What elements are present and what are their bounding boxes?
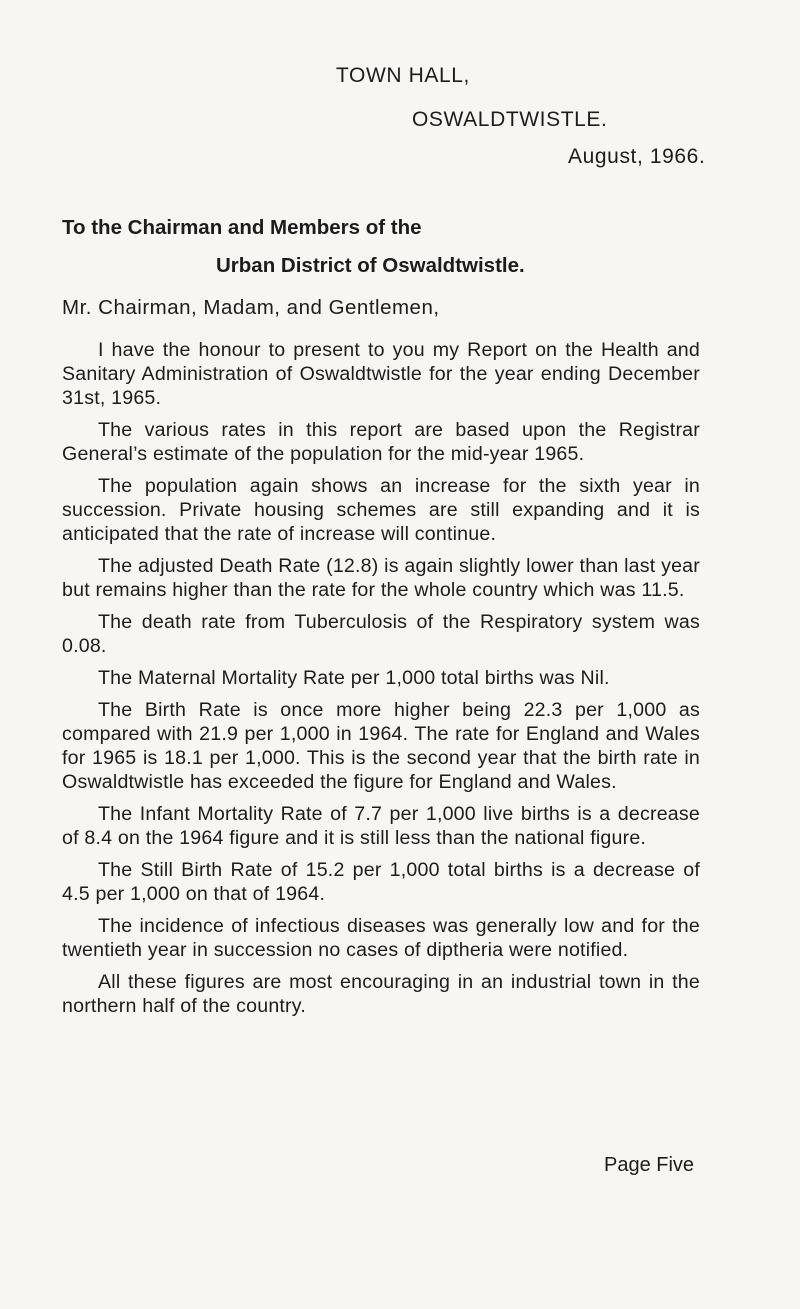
salutation: Mr. Chairman, Madam, and Gentlemen,	[62, 296, 440, 319]
paragraph-infant-mortality: The Infant Mortality Rate of 7.7 per 1,000 live births is a decrease of 8.4 on the 1964 figure and it is still less than the national figure.	[62, 803, 700, 849]
paragraph-birth-rate: The Birth Rate is once more higher being 22.3 per 1,000 as compared with 21.9 per 1,000 in 1964. The rate for England and Wales for 1965 is 18.1 per 1,000. This is the second year that the birth rate in Oswaldtwistle has exceeded the figure for England and Wales.	[62, 699, 700, 793]
paragraph-maternal-mortality: The Maternal Mortality Rate per 1,000 total births was Nil.	[98, 667, 610, 689]
report-body	[62, 338, 700, 1026]
paragraph-still-birth: The Still Birth Rate of 15.2 per 1,000 total births is a decrease of 4.5 per 1,000 on that of 1964.	[62, 859, 700, 905]
header-date: August, 1966.	[568, 145, 706, 168]
paragraph-tuberculosis: The death rate from Tuberculosis of the Respiratory system was 0.08.	[62, 611, 700, 657]
header-town-name: OSWALDTWISTLE.	[412, 108, 608, 131]
header-town-hall: TOWN HALL,	[336, 64, 470, 87]
paragraph-death-rate: The adjusted Death Rate (12.8) is again slightly lower than last year but remains higher than the rate for the whole country which was 11.5.	[62, 555, 700, 601]
page-number: Page Five	[604, 1154, 695, 1176]
address-line-1: To the Chairman and Members of the	[62, 216, 422, 239]
paragraph-introduction: I have the honour to present to you my Report on the Health and Sanitary Administration of Oswaldtwistle for the year ending December 31st, 1965.	[62, 339, 700, 409]
paragraph-conclusion: All these figures are most encouraging in an industrial town in the northern half of the country.	[62, 971, 700, 1017]
paragraph-infectious-diseases: The incidence of infectious diseases was generally low and for the twentieth year in succession no cases of diptheria were notified.	[62, 915, 700, 961]
paragraph-rates-basis: The various rates in this report are based upon the Registrar General’s estimate of the population for the mid-year 1965.	[62, 419, 700, 465]
address-line-2: Urban District of Oswaldtwistle.	[216, 254, 525, 277]
paragraph-population: The population again shows an increase for the sixth year in succession. Private housing schemes are still expanding and it is anticipated that the rate of increase will continue.	[62, 475, 700, 545]
